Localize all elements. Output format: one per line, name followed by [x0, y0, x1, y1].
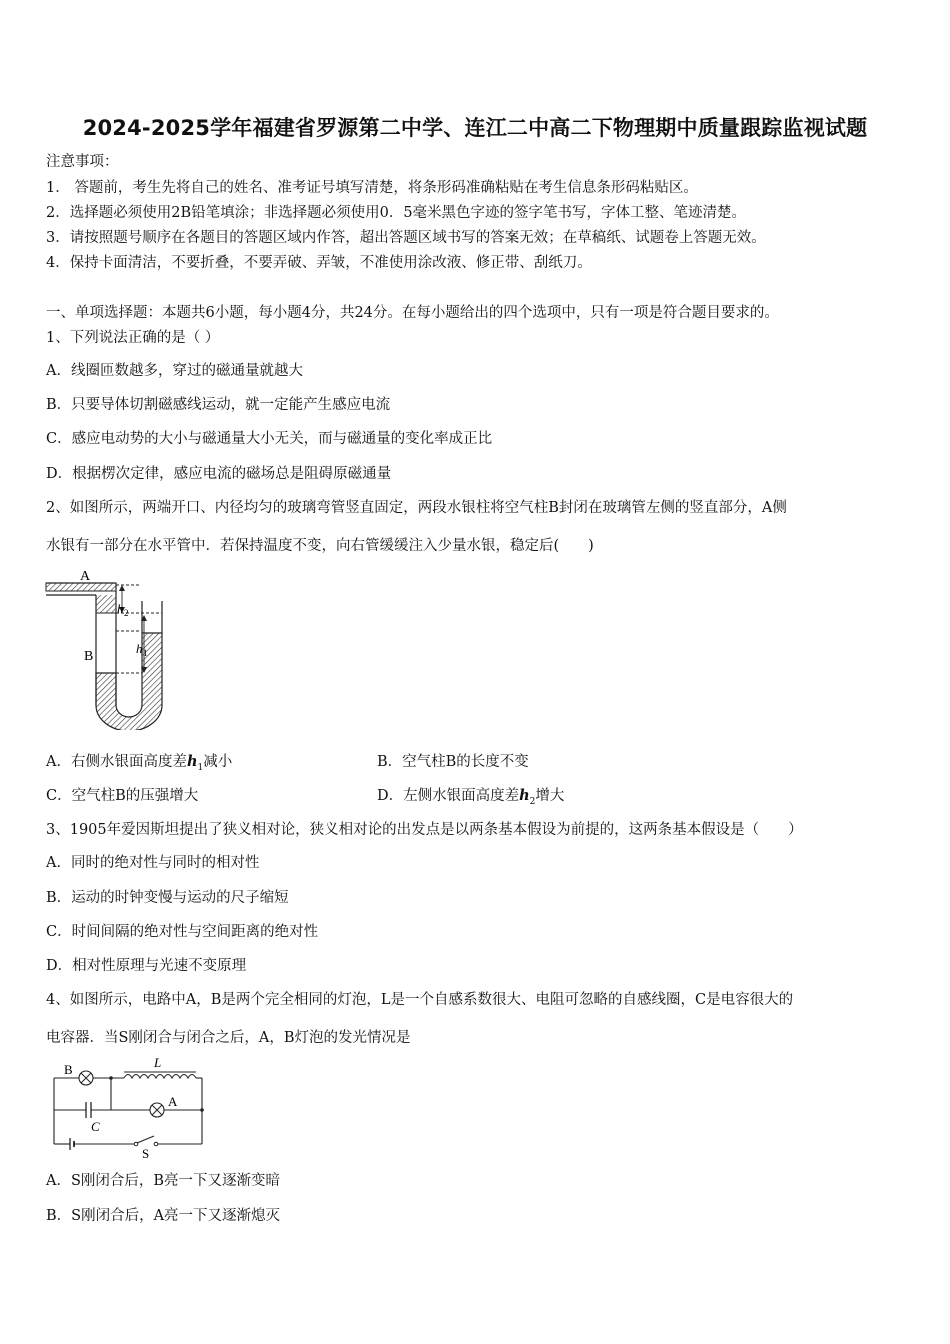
q4-stem-line1: 4、如图所示，电路中A，B是两个完全相同的灯泡，L是一个自感系数很大、电阻可忽略的自感线圈，C是电容很大的	[46, 992, 794, 1008]
q4-option-a: A．S刚闭合后，B亮一下又逐渐变暗	[46, 1173, 281, 1189]
notice-item: 2．选择题必须使用2B铅笔填涂；非选择题必须使用0．5毫米黑色字迹的签字笔书写，字体工整、笔迹清楚。	[46, 205, 747, 221]
q1-option-b: B．只要导体切割磁感线运动，就一定能产生感应电流	[46, 397, 391, 413]
u-tube-figure	[40, 565, 180, 730]
label-s: S	[142, 1146, 150, 1160]
q2-stem-line1: 2、如图所示，两端开口、内径均匀的玻璃弯管竖直固定，两段水银柱将空气柱B封闭在玻璃管左侧的竖直部分，A侧	[46, 500, 787, 516]
q1-option-c: C．感应电动势的大小与磁通量大小无关，而与磁通量的变化率成正比	[46, 431, 493, 447]
page-title: 2024-2025学年福建省罗源第二中学、连江二中高二下物理期中质量跟踪监视试题	[82, 116, 868, 140]
notice-heading: 注意事项：	[46, 154, 119, 170]
q1-option-a: A．线圈匝数越多，穿过的磁通量就越大	[46, 363, 303, 379]
q4-stem-line2: 电容器．当S刚闭合与闭合之后，A，B灯泡的发光情况是	[46, 1030, 411, 1046]
q4-option-b: B．S刚闭合后，A亮一下又逐渐熄灭	[46, 1208, 281, 1224]
notice-item: 4．保持卡面清洁，不要折叠，不要弄破、弄皱，不准使用涂改液、修正带、刮纸刀。	[46, 255, 592, 271]
q2-option-d: D．左侧水银面高度差$h_2$增大	[377, 787, 565, 807]
label-l: L	[154, 1058, 162, 1070]
q3-stem: 3、1905年爱因斯坦提出了狭义相对论，狭义相对论的出发点是以两条基本假设为前提的，这两条基本假设是（ ）	[46, 822, 803, 838]
label-h1-sub: 1	[143, 648, 148, 658]
label-h2-sub: 2	[124, 608, 129, 618]
label-a: A	[168, 1094, 178, 1109]
label-b: B	[64, 1062, 73, 1077]
q2-option-b: B．空气柱B的长度不变	[377, 754, 529, 770]
section-heading: 一、单项选择题：本题共6小题，每小题4分，共24分。在每小题给出的四个选项中，只有一项是符合题目要求的。	[46, 305, 779, 321]
q2-stem-line2: 水银有一部分在水平管中．若保持温度不变，向右管缓缓注入少量水银，稳定后( )	[46, 538, 594, 554]
q2-option-a: A．右侧水银面高度差$h_1$减小	[46, 753, 233, 773]
notice-item: 1． 答题前，考生先将自己的姓名、准考证号填写清楚，将条形码准确粘贴在考生信息条形码粘贴区。	[46, 180, 698, 196]
q2-option-c: C．空气柱B的压强增大	[46, 788, 199, 804]
label-c: C	[91, 1119, 100, 1134]
notice-item: 3．请按照题号顺序在各题目的答题区域内作答，超出答题区域书写的答案无效；在草稿纸、试题卷上答题无效。	[46, 230, 766, 246]
q3-option-d: D．相对性原理与光速不变原理	[46, 958, 247, 974]
label-h2: h	[117, 601, 124, 616]
q1-stem: 1、下列说法正确的是（ ）	[46, 330, 220, 346]
label-a: A	[80, 569, 91, 584]
q3-option-b: B．运动的时钟变慢与运动的尺子缩短	[46, 890, 289, 906]
label-b: B	[84, 649, 94, 664]
q3-option-a: A．同时的绝对性与同时的相对性	[46, 855, 260, 871]
circuit-figure	[46, 1058, 211, 1160]
label-h1: h	[136, 641, 143, 656]
q1-option-d: D．根据楞次定律，感应电流的磁场总是阻碍原磁通量	[46, 466, 392, 482]
q3-option-c: C．时间间隔的绝对性与空间距离的绝对性	[46, 924, 319, 940]
